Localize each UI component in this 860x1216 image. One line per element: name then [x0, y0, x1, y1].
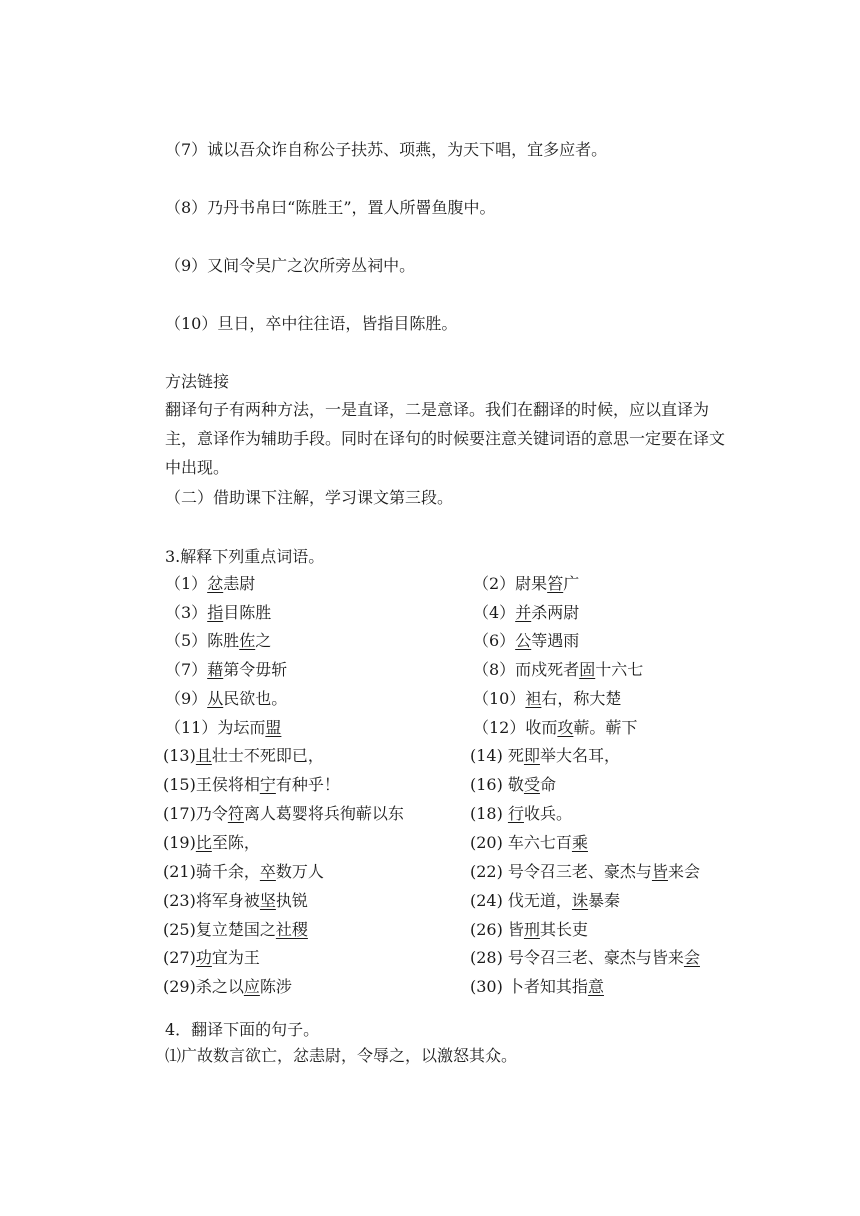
vocab-keyword: 会	[683, 948, 700, 967]
vocab-text: (30) 卜者知其指	[470, 977, 588, 996]
vocab-keyword: 意	[587, 977, 604, 996]
vocab-text: (24) 伐无道，	[470, 891, 572, 910]
q3-title: 3.解释下列重点词语。	[165, 547, 325, 566]
vocab-item-3	[165, 603, 271, 623]
vocab-keyword: 坚	[259, 891, 276, 910]
vocab-text: 命	[539, 775, 556, 794]
vocab-keyword: 盟	[265, 718, 282, 737]
vocab-keyword: 比	[195, 833, 212, 852]
vocab-text: 壮士不死即已，	[211, 746, 324, 765]
vocab-item-15	[163, 775, 340, 795]
vocab-text: （6）	[473, 631, 516, 650]
vocab-text: 杀两尉	[531, 603, 580, 622]
vocab-item-29	[163, 977, 292, 997]
vocab-text: (25)复立楚国之	[163, 920, 276, 939]
vocab-text: 离人葛婴将兵徇蕲以东	[243, 804, 404, 823]
vocab-item-24	[470, 891, 620, 911]
vocab-text: (13)	[163, 746, 196, 765]
vocab-text: 右，称大楚	[541, 689, 622, 708]
vocab-keyword: 功	[195, 948, 212, 967]
vocab-item-30	[470, 977, 604, 997]
method-body	[165, 395, 735, 482]
vocab-keyword: 受	[523, 775, 540, 794]
vocab-item-21	[163, 862, 324, 882]
vocab-item-9	[165, 689, 287, 709]
vocab-text: 宜为王	[211, 948, 260, 967]
vocab-keyword: 符	[227, 804, 244, 823]
vocab-text: (15)王侯将相	[163, 775, 260, 794]
vocab-text: 有种乎！	[275, 775, 340, 794]
vocab-text: 执锐	[275, 891, 308, 910]
vocab-keyword: 笞	[547, 574, 564, 593]
vocab-keyword: 固	[579, 660, 596, 679]
vocab-keyword: 袒	[525, 689, 542, 708]
vocab-text: (16) 敬	[470, 775, 524, 794]
vocab-item-13	[163, 746, 324, 766]
vocab-item-11	[165, 718, 281, 738]
vocab-text: 民欲也。	[223, 689, 288, 708]
vocab-keyword: 诛	[571, 891, 588, 910]
vocab-keyword: 公	[515, 631, 532, 650]
vocab-keyword: 从	[207, 689, 224, 708]
vocab-text: (21)骑千余，	[163, 862, 260, 881]
vocab-text: 等遇雨	[531, 631, 580, 650]
vocab-text: 收兵。	[523, 804, 572, 823]
vocab-text: 暴秦	[587, 891, 620, 910]
vocab-item-17	[163, 804, 404, 824]
vocab-item-28	[470, 948, 700, 968]
vocab-text: （8）而戍死者	[473, 660, 580, 679]
vocab-text: （1）	[165, 574, 208, 593]
vocab-item-5	[165, 631, 271, 651]
vocab-keyword: 即	[523, 746, 540, 765]
vocab-text: 广	[563, 574, 580, 593]
vocab-text: (23)将军身被	[163, 891, 260, 910]
vocab-keyword: 乘	[571, 833, 588, 852]
vocab-text: （12）收而	[473, 718, 558, 737]
sentence-7: （7）诚以吾众诈自称公子扶苏、项燕，为天下唱，宜多应者。	[165, 140, 608, 159]
vocab-keyword: 刑	[523, 920, 540, 939]
vocab-text: (19)	[163, 833, 196, 852]
sentence-9: （9）又间令吴广之次所旁丛祠中。	[165, 256, 416, 275]
vocab-item-6	[473, 631, 579, 651]
vocab-text: （7）	[165, 660, 208, 679]
vocab-keyword: 行	[507, 804, 524, 823]
vocab-text: （9）	[165, 689, 208, 708]
vocab-item-2	[473, 574, 579, 594]
vocab-text: (17)乃令	[163, 804, 228, 823]
vocab-item-23	[163, 891, 308, 911]
vocab-text: 蕲。蕲下	[573, 718, 638, 737]
vocab-text: 之	[255, 631, 272, 650]
q4-title: 4．翻译下面的句子。	[165, 1020, 320, 1039]
vocab-item-10	[473, 689, 621, 709]
vocab-text: (18)	[470, 804, 508, 823]
section-two-heading: （二）借助课下注解，学习课文第三段。	[165, 488, 454, 507]
vocab-keyword: 忿	[207, 574, 224, 593]
vocab-text: (26) 皆	[470, 920, 524, 939]
vocab-item-20	[470, 833, 588, 853]
vocab-keyword: 藉	[207, 660, 224, 679]
vocab-text: （10）	[473, 689, 526, 708]
vocab-text: （4）	[473, 603, 516, 622]
method-body-text: 翻译句子有两种方法，一是直译，二是意译。我们在翻译的时候，应以直译为主，意译作为辅助手段。同时在译句的时候要注意关键词语的意思一定要在译文中出现。	[165, 400, 726, 477]
vocab-text: 恚尉	[223, 574, 256, 593]
method-title: 方法链接	[165, 372, 230, 391]
vocab-item-8	[473, 660, 643, 680]
vocab-text: (20) 车六七百	[470, 833, 572, 852]
vocab-keyword: 社稷	[275, 920, 308, 939]
vocab-text: （3）	[165, 603, 208, 622]
vocab-item-26	[470, 920, 588, 940]
vocab-item-18	[470, 804, 572, 824]
vocab-keyword: 佐	[239, 631, 256, 650]
vocab-keyword: 皆	[651, 862, 668, 881]
q4-sentence-1: ⑴广故数言欲亡，忿恚尉，令辱之，以激怒其众。	[165, 1046, 518, 1065]
vocab-item-14	[470, 746, 620, 766]
vocab-text: (27)	[163, 948, 196, 967]
vocab-text: (22) 号令召三老、豪杰与	[470, 862, 652, 881]
vocab-text: 至陈，	[211, 833, 260, 852]
vocab-item-22	[470, 862, 700, 882]
vocab-text: （11）为坛而	[165, 718, 266, 737]
vocab-text: (28) 号令召三老、豪杰与皆来	[470, 948, 684, 967]
sentence-8: （8）乃丹书帛曰“陈胜王”，置人所罾鱼腹中。	[165, 198, 496, 217]
vocab-keyword: 指	[207, 603, 224, 622]
vocab-item-25	[163, 920, 308, 940]
vocab-keyword: 宁	[259, 775, 276, 794]
vocab-item-4	[473, 603, 579, 623]
vocab-text: 来会	[667, 862, 700, 881]
vocab-keyword: 应	[243, 977, 260, 996]
vocab-item-1	[165, 574, 255, 594]
vocab-keyword: 攻	[557, 718, 574, 737]
vocab-text: (29)杀之以	[163, 977, 244, 996]
vocab-keyword: 并	[515, 603, 532, 622]
vocab-text: 目陈胜	[223, 603, 272, 622]
vocab-item-27	[163, 948, 260, 968]
vocab-item-19	[163, 833, 260, 853]
vocab-item-7	[165, 660, 287, 680]
vocab-text: 其长吏	[539, 920, 588, 939]
vocab-text: 陈涉	[259, 977, 292, 996]
vocab-text: 数万人	[275, 862, 324, 881]
vocab-text: 十六七	[595, 660, 644, 679]
vocab-keyword: 且	[195, 746, 212, 765]
vocab-item-16	[470, 775, 556, 795]
vocab-text: 第令毋斩	[223, 660, 288, 679]
vocab-keyword: 卒	[259, 862, 276, 881]
vocab-text: 举大名耳，	[539, 746, 620, 765]
vocab-text: （2）尉果	[473, 574, 548, 593]
vocab-text: (14) 死	[470, 746, 524, 765]
sentence-10: （10）旦日，卒中往往语，皆指目陈胜。	[165, 314, 458, 333]
vocab-item-12	[473, 718, 637, 738]
vocab-text: （5）陈胜	[165, 631, 240, 650]
